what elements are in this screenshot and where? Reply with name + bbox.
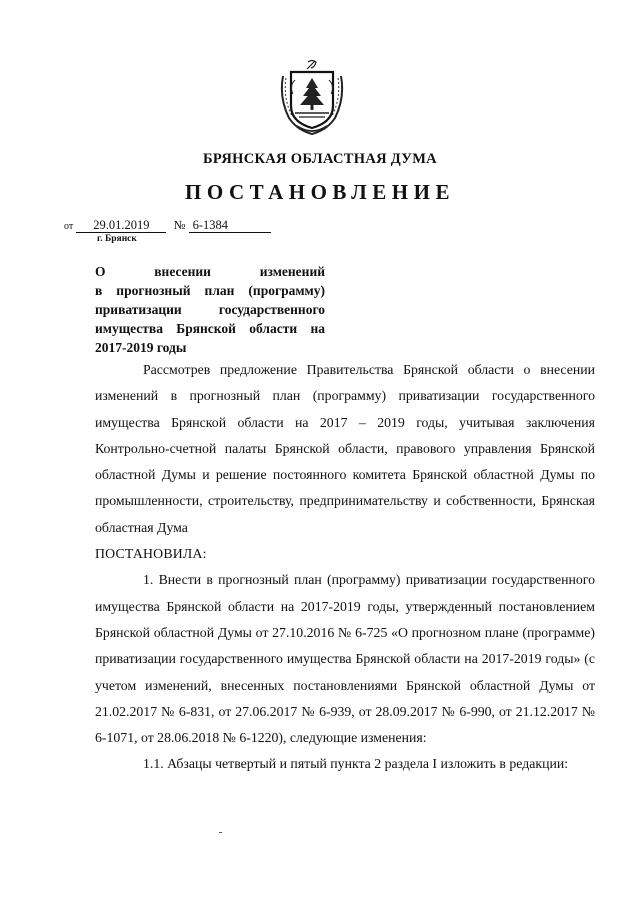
document-number: 6-1384 [189, 219, 271, 233]
clause-1-paragraph: 1. Внести в прогнозный план (программу) приватизации государственного имущества Брянской области на 2017-2019 годы, утвержденный постановлением Брянской областной Думы от 27.10.2016 № 6-725 «О прогнозном плане (программе) приватизации государственного имущества Брянской области на 2017-2019 годы» (с учетом изменений, внесенных постановлениями Брянской областной Думы от 21.02.2017 № 6-831, от 27.06.2017 № 6-939, от 28.09.2017 № 6-990, от 21.12.2017 № 6-1071, от 28.06.2018 № 6-1220), следующие изменения: [95, 572, 595, 746]
coat-of-arms-icon [277, 58, 347, 136]
date-prefix: от [64, 221, 74, 232]
document-type-title: ПОСТАНОВЛЕНИЕ [185, 180, 455, 204]
subject-line: в прогнозный план (программу) [95, 283, 325, 298]
organization-title: БРЯНСКАЯ ОБЛАСТНАЯ ДУМА [203, 151, 437, 167]
document-date: 29.01.2019 [76, 219, 166, 233]
resolved-heading: ПОСТАНОВИЛА: [95, 546, 207, 562]
subject-line: 2017-2019 годы [95, 340, 187, 355]
subject-line: О внесении изменений [95, 264, 326, 279]
subject-line: имущества Брянской области на [95, 321, 325, 336]
scan-mark [219, 832, 222, 833]
subject-line: приватизации государственного [95, 302, 325, 317]
document-subject [95, 262, 325, 357]
number-prefix: № [173, 218, 186, 232]
preamble-paragraph: Рассмотрев предложение Правительства Брянской области о внесении изменений в прогнозный план (программу) приватизации государственного имущества Брянской области на 2017 – 2019 годы, учитывая заключения Контрольно-счетной палаты Брянской области, правового управления Брянской областной Думы и решение постоянного комитета Брянской областной Думы по промышленности, строительству, предпринимательству и собственности, Брянская областная Дума [95, 362, 595, 535]
clause-1-1-paragraph: 1.1. Абзацы четвертый и пятый пункта 2 раздела I изложить в редакции: [143, 756, 569, 772]
document-city: г. Брянск [97, 234, 137, 244]
document-body [95, 357, 595, 778]
document-meta [64, 218, 271, 233]
